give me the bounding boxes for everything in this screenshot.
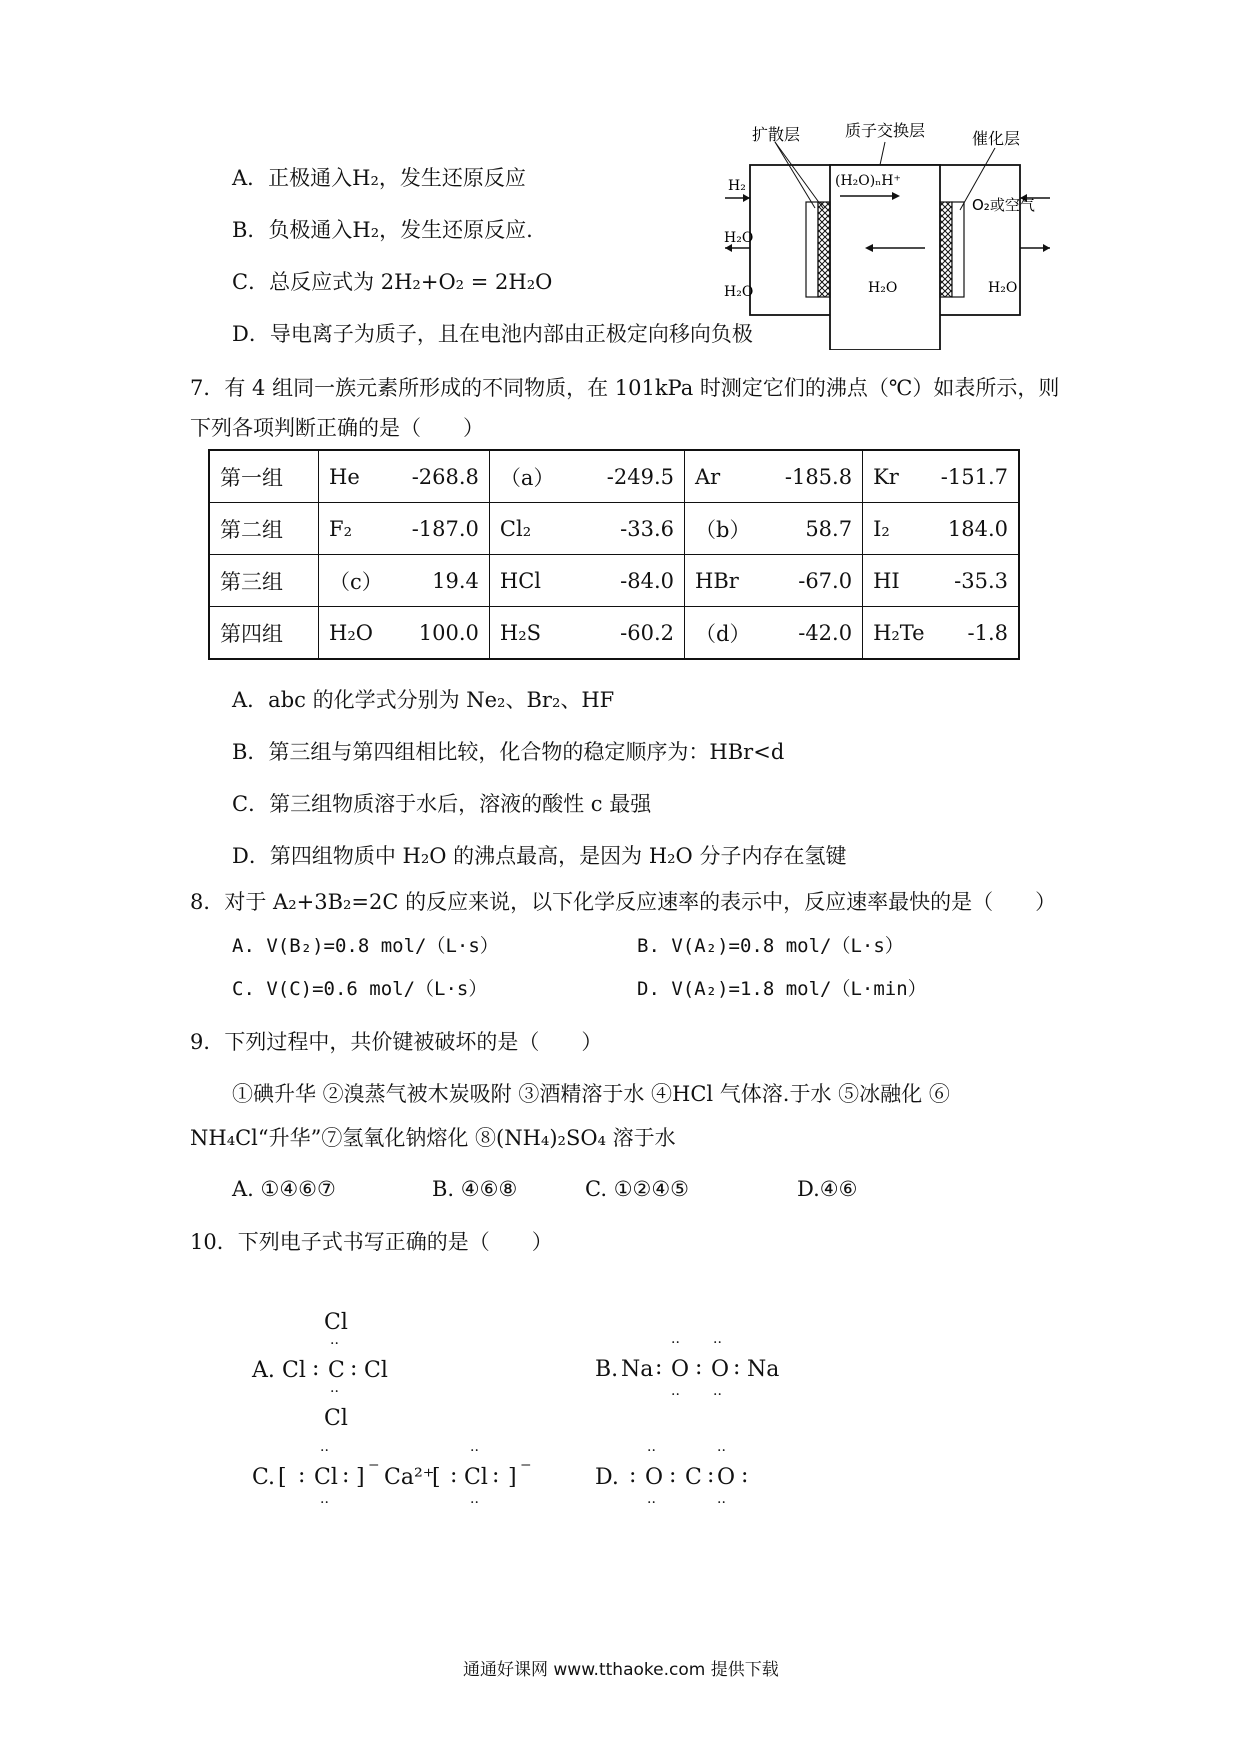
q6-option-c: C．总反应式为 2H₂+O₂ = 2H₂O [232,270,553,294]
q8-stem: 8．对于 A₂+3B₂=2C 的反应来说，以下化学反应速率的表示中，反应速率最快的是（ ） [190,890,1057,914]
colon: : [733,1355,741,1380]
label-proton-layer: 质子交换层 [845,121,926,140]
option-label: C. [252,1465,276,1490]
table-cell: Ar -185.8 [685,450,863,503]
dots: ·· [470,1443,479,1459]
colon: : [298,1463,306,1488]
charge-minus: ⁻ [368,1457,380,1482]
q10-stem: 10．下列电子式书写正确的是（ ） [190,1230,553,1254]
label-catalyst-layer: 催化层 [972,129,1021,148]
bracket-close: ] [508,1465,517,1490]
table-cell: H₂S -60.2 [489,607,684,660]
colon: : [450,1463,458,1488]
cl-bottom: Cl [324,1406,348,1431]
o-first: O [645,1465,664,1490]
cl-ion: Cl [314,1465,338,1490]
q9-option-c: C. ①②④⑤ [585,1177,689,1201]
cl-right: Cl [364,1358,388,1383]
q10-option-a [252,1310,492,1450]
table-cell: （b） 58.7 [685,503,863,555]
q7-stem-line1: 7．有 4 组同一族元素所形成的不同物质，在 101kPa 时测定它们的沸点（℃）如表所示，则 [190,376,1060,400]
table-cell: I₂ 184.0 [863,503,1019,555]
q8-option-c: C. V(C)=0.6 mol/（L·s） [232,978,488,1000]
table-cell: （d） -42.0 [685,607,863,660]
colon: : [695,1355,703,1380]
dots: ·· [647,1443,656,1459]
page-footer: 通通好课网 www.tthaoke.com 提供下载 [463,1660,779,1680]
dots: ·· [647,1495,656,1511]
q8-option-d: D. V(A₂)=1.8 mol/（L·min） [637,978,927,1000]
charge-minus: ⁻ [520,1457,532,1482]
dots: ·· [330,1384,339,1400]
colon: : [350,1356,358,1381]
label-proton: (H₂O)ₙH⁺ [835,173,901,189]
na-right: Na [747,1357,780,1382]
label-h2o-left-bottom: H₂O [724,284,754,300]
q7-option-c: C．第三组物质溶于水后，溶液的酸性 c 最强 [232,792,652,816]
right-electrode-plain [952,202,964,297]
bracket-open: [ [432,1465,441,1490]
group-name: 第四组 [209,607,319,660]
q9-items-line2: NH₄Cl“升华”⑦氢氧化钠熔化 ⑧(NH₄)₂SO₄ 溶于水 [190,1126,676,1150]
dots: ·· [671,1387,680,1403]
group-name: 第二组 [209,503,319,555]
ca-ion: Ca²⁺ [384,1465,435,1490]
bracket-close: ] [356,1465,365,1490]
o-second: O [717,1465,736,1490]
o-first: O [671,1357,690,1382]
group-name: 第一组 [209,450,319,503]
q8-option-b: B. V(A₂)=0.8 mol/（L·s） [637,935,904,957]
colon: : [312,1356,320,1381]
q7-option-d: D．第四组物质中 H₂O 的沸点最高，是因为 H₂O 分子内存在氢键 [232,844,847,868]
dots: ·· [320,1495,329,1511]
q7-option-b: B．第三组与第四组相比较，化合物的稳定顺序为：HBr<d [232,740,785,764]
colon: : [741,1463,749,1488]
colon: : [629,1463,637,1488]
table-cell: Kr -151.7 [863,450,1019,503]
table-cell: HBr -67.0 [685,555,863,607]
table-cell: Cl₂ -33.6 [489,503,684,555]
dots: ·· [320,1443,329,1459]
dots: ·· [713,1335,722,1351]
q9-option-a: A. ①④⑥⑦ [232,1177,336,1201]
cl-left: Cl [282,1358,306,1383]
q9-option-b: B. ④⑥⑧ [432,1177,518,1201]
colon: : [669,1463,677,1488]
dots: ·· [713,1387,722,1403]
dots: ·· [717,1495,726,1511]
table-row [209,555,1019,607]
dots: ·· [330,1336,339,1352]
label-h2o-left-top: H₂O [724,230,754,246]
c-center: C [328,1358,345,1383]
right-electrode-hatched [940,202,952,297]
colon: : [655,1355,663,1380]
q9-option-d: D.④⑥ [797,1177,858,1201]
colon: : [492,1463,500,1488]
table-row [209,450,1019,503]
table-row [209,607,1019,660]
cl-ion: Cl [464,1465,488,1490]
q6-option-b: B．负极通入H₂，发生还原反应. [232,218,533,242]
q10-option-b [595,1335,835,1415]
label-h2o-right: H₂O [988,280,1018,296]
dots: ·· [717,1443,726,1459]
q9-items-line1: ①碘升华 ②溴蒸气被木炭吸附 ③酒精溶于水 ④HCl 气体溶.于水 ⑤冰融化 ⑥ [232,1082,950,1106]
na-left: Na [621,1357,654,1382]
q9-stem: 9．下列过程中，共价键被破坏的是（ ） [190,1030,603,1054]
o-second: O [711,1357,730,1382]
q10-option-d [595,1443,795,1523]
option-label: B. [595,1357,619,1382]
table-cell: H₂Te -1.8 [863,607,1019,660]
q10-option-c [252,1443,552,1523]
label-h2: H₂ [728,178,746,194]
dots: ·· [671,1335,680,1351]
label-h2o-center: H₂O [868,280,898,296]
label-diffusion-layer: 扩散层 [752,125,801,144]
left-electrode-plain [806,202,818,297]
option-label: A. [252,1358,275,1383]
colon: : [707,1463,715,1488]
boiling-point-table [208,449,1020,660]
q6-option-d: D．导电离子为质子，且在电池内部由正极定向移向负极 [232,322,753,346]
q7-stem-line2: 下列各项判断正确的是（ ） [190,416,484,440]
colon: : [342,1463,350,1488]
q8-option-a: A. V(B₂)=0.8 mol/（L·s） [232,935,499,957]
table-row [209,503,1019,555]
table-cell: F₂ -187.0 [319,503,490,555]
label-o2: O₂或空气 [972,196,1035,214]
left-electrode-hatched [818,202,830,297]
table-cell: （c） 19.4 [319,555,490,607]
table-cell: HI -35.3 [863,555,1019,607]
table-cell: He -268.8 [319,450,490,503]
bracket-open: [ [278,1465,287,1490]
q6-option-a: A．正极通入H₂，发生还原反应 [232,166,526,190]
q7-option-a: A．abc 的化学式分别为 Ne₂、Br₂、HF [232,688,615,712]
cl-top: Cl [324,1310,348,1335]
c-center: C [685,1465,702,1490]
table-cell: H₂O 100.0 [319,607,490,660]
fuel-cell-diagram [720,120,1070,350]
proton-exchange-block [830,165,940,350]
table-cell: （a） -249.5 [489,450,684,503]
option-label: D. [595,1465,619,1490]
dots: ·· [470,1495,479,1511]
group-name: 第三组 [209,555,319,607]
table-cell: HCl -84.0 [489,555,684,607]
